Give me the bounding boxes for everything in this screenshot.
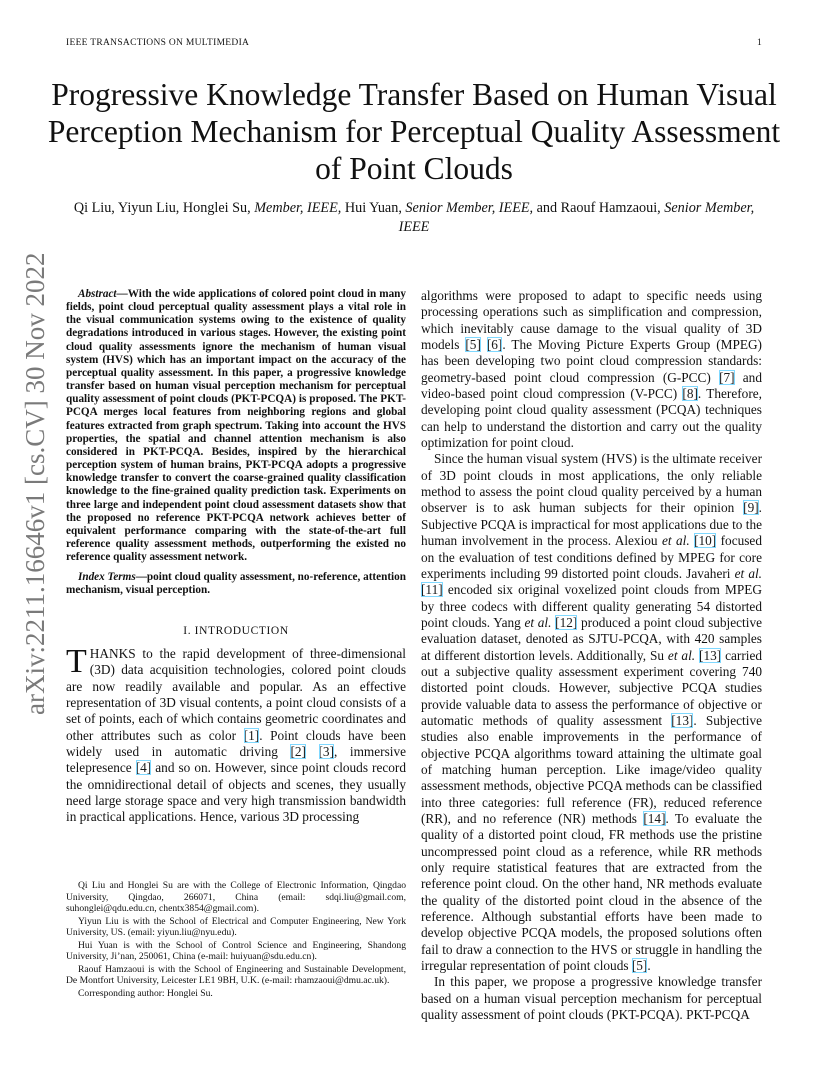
citation-link[interactable]: [1] [243, 727, 260, 743]
authors-part-1: Qi Liu, Yiyun Liu, Honglei Su, [73, 200, 255, 216]
author-list [60, 199, 768, 237]
right-column [421, 288, 762, 1023]
page-number: 1 [757, 38, 762, 48]
paper-title: Progressive Knowledge Transfer Based on Human Visual Perception Mechanism for Perceptual Quality Assessment of Point Clouds [47, 77, 781, 186]
footnotes [66, 880, 406, 1000]
right-paragraph-3: In this paper, we propose a progressive knowledge transfer based on a human visual perception mechanism for perceptual quality assessment of point clouds (PKT-PCQA). PKT-PCQA [421, 974, 762, 1023]
right-paragraph-2 [421, 451, 762, 974]
index-terms-label: Index Terms [78, 571, 136, 584]
footnote-affiliation-2: Yiyun Liu is with the School of Electrical and Computer Engineering, New York University, US. (email: yiyun.liu@nyu.edu). [66, 915, 406, 939]
intro-text-b: . Point clouds have been widely used in automatic driving [66, 727, 406, 759]
authors-part-3: and Raouf Hamzaoui, [533, 200, 665, 216]
et-al: et al. [661, 533, 690, 549]
abstract-label: Abstract [78, 288, 117, 300]
text-run: carried out a subjective quality assessment experiment covering 740 distorted point clouds. However, subjective PCQA studies provide valuable data to assess the performance of objective or automatic methods of quality assessment [421, 647, 763, 728]
text-run: focused on the evaluation of test conditions defined by MPEG for core experiments including 99 distorted point clouds. Javaheri [421, 533, 762, 581]
citation-link[interactable]: [4] [135, 760, 152, 776]
abstract [66, 288, 406, 564]
citation-link[interactable]: [7] [719, 369, 735, 385]
text-run: . The Moving Picture Experts Group (MPEG) has been developing two point cloud compression standards: geometry-based point cloud compression (G-PCC) [421, 337, 762, 385]
author-role-1: Member, IEEE, [254, 200, 342, 216]
abstract-text: —With the wide applications of colored point cloud in many fields, point cloud perceptual quality assessment plays a vital role in the visual communication systems owing to the existence of quality degradations introduced in various stages. However, the existing point cloud quality assessments ignore the mechanism of human visual system (HVS) which has an important impact on the accuracy of the perceptual quality assessment. In this paper, a progressive knowledge transfer based on human visual perception mechanism for perceptual quality assessment of point clouds (PKT-PCQA) is proposed. The PKT-PCQA merges local features from neighboring regions and global features extracted from graph spectrum. Taking into account the HVS properties, the spatial and channel attention mechanism is also considered in PKT-PCQA. Besides, inspired by the hierarchical perception system of human brains, PKT-PCQA adopts a progressive knowledge transfer to convert the coarse-grained quality classification knowledge to the fine-grained quality prediction task. Experiments on three large and independent point cloud assessment datasets show that the proposed no reference PKT-PCQA network achieves better of equivalent performance comparing with the state-of-the-art full reference quality assessment methods, outperforming the existed no reference quality assessment network. [66, 288, 406, 564]
text-run: . To evaluate the quality of a distorted point cloud, FR methods use the pristine uncompressed point cloud as a reference, while RR methods only require statistical features that are extracted from the reference point cloud. On the other hand, NR methods evaluate the quality of the distorted point cloud in the absence of the reference. Although substantial efforts have been made to develop objective PCQA models, the proposed solutions often fail to draw a connection to the HVS or struggle in handling the irregular representation of point clouds [421, 811, 763, 974]
arxiv-stamp: arXiv:2211.16646v1 [cs.CV] 30 Nov 2022 [20, 252, 50, 715]
text-run: . [647, 958, 651, 974]
running-header: IEEE TRANSACTIONS ON MULTIMEDIA [66, 38, 250, 48]
text-run: encoded six original voxelized point clouds from MPEG by three codecs with different quality generating 54 distorted point clouds. Yang [421, 582, 762, 630]
index-terms-text: —point cloud quality assessment, no-reference, attention mechanism, visual perception. [66, 571, 406, 597]
citation-link[interactable]: [11] [421, 582, 443, 598]
author-role-2: Senior Member, IEEE, [405, 200, 534, 216]
text-run: . Subjective studies also enable improvements in the performance of objective PCQA algorithms toward attaining the ultimate goal of matching human perception. Like image/video quality assessment methods, objective PCQA methods can be classified into three categories: full reference (FR), reduced reference (RR), and no reference (NR) methods [421, 712, 762, 826]
text-run: . Therefore, developing point cloud quality assessment (PCQA) techniques can help to understand the distortion and carry out the quality optimization for point cloud. [421, 386, 762, 451]
citation-link[interactable]: [5] [465, 337, 481, 353]
text-run: . Subjective PCQA is impractical for most applications due to the human involvement in the process. Alexiou [421, 500, 762, 549]
citation-link[interactable]: [8] [682, 386, 698, 402]
section-heading-introduction: I. INTRODUCTION [183, 624, 289, 637]
intro-text-c: , immersive telepresence [66, 744, 407, 776]
footnote-affiliation-3: Hui Yuan is with the School of Control Science and Engineering, Shandong University, Ji’nan, 250061, China (e-mail: huiyuan@sdu.edu.cn). [66, 939, 406, 963]
text-run: Since the human visual system (HVS) is the ultimate receiver of 3D point clouds in most applications, the only reliable method to assess the point cloud quality perceived by a human observer is to ask human subjects for their opinion [421, 451, 762, 516]
citation-link[interactable]: [12] [555, 614, 578, 630]
footnote-corresponding-author: Corresponding author: Honglei Su. [78, 987, 213, 999]
intro-text-a: HANKS to the rapid development of three-dimensional (3D) data acquisition technologies, colored point clouds are now readily available and popular. As an effective representation of 3D visual contents, a point cloud consists of a set of points, each of which contains geometric coordinates and other attributes such as color [66, 645, 406, 743]
text-run: and video-based point cloud compression (V-PCC) [421, 369, 762, 402]
footnote-affiliation-1: Qi Liu and Honglei Su are with the College of Electronic Information, Qingdao University, Qingdao, 266071, China (email: sdqi.liu@gmail.com, suhonglei@qdu.edu.cn, chentx3854@gmail.com). [66, 880, 406, 915]
index-terms [66, 571, 406, 597]
intro-paragraph-1 [66, 642, 407, 826]
citation-link[interactable]: [13] [699, 647, 722, 663]
text-run: produced a point cloud subjective evaluation dataset, denoted as SJTU-PCQA, with 420 samples at different distortion levels. Additionally, Su [421, 614, 762, 663]
et-al: et al. [667, 647, 696, 663]
et-al: et al. [734, 565, 762, 581]
citation-link[interactable]: [9] [743, 500, 759, 516]
text-run: algorithms were proposed to adapt to specific needs using processing operations such as simplification and compression, which inevitably cause damage to the visual quality of 3D models [421, 288, 762, 353]
citation-link[interactable]: [10] [694, 533, 717, 549]
et-al: et al. [524, 614, 552, 630]
drop-cap: T [66, 642, 87, 680]
left-column [66, 288, 406, 826]
citation-link[interactable]: [13] [671, 712, 694, 728]
intro-text-d: and so on. However, since point clouds record the omnidirectional detail of objects and scenes, they usually need large storage space and very high transmission bandwidth in practical applications. Hence, various 3D processing [66, 760, 406, 825]
footnote-affiliation-4: Raouf Hamzaoui is with the School of Engineering and Sustainable Development, De Montfort University, Leicester LE1 9BH, U.K. (e-mail: rhamzaoui@dmu.ac.uk). [66, 963, 406, 987]
citation-link[interactable]: [6] [486, 337, 503, 353]
author-role-3: Senior Member, IEEE [398, 200, 755, 235]
authors-part-2: Hui Yuan, [341, 200, 406, 216]
citation-link[interactable]: [5] [631, 958, 648, 974]
citation-link[interactable]: [2] [290, 744, 306, 759]
citation-link[interactable]: [14] [643, 811, 666, 826]
right-paragraph-1 [421, 288, 762, 451]
citation-link[interactable]: [3] [318, 744, 335, 759]
